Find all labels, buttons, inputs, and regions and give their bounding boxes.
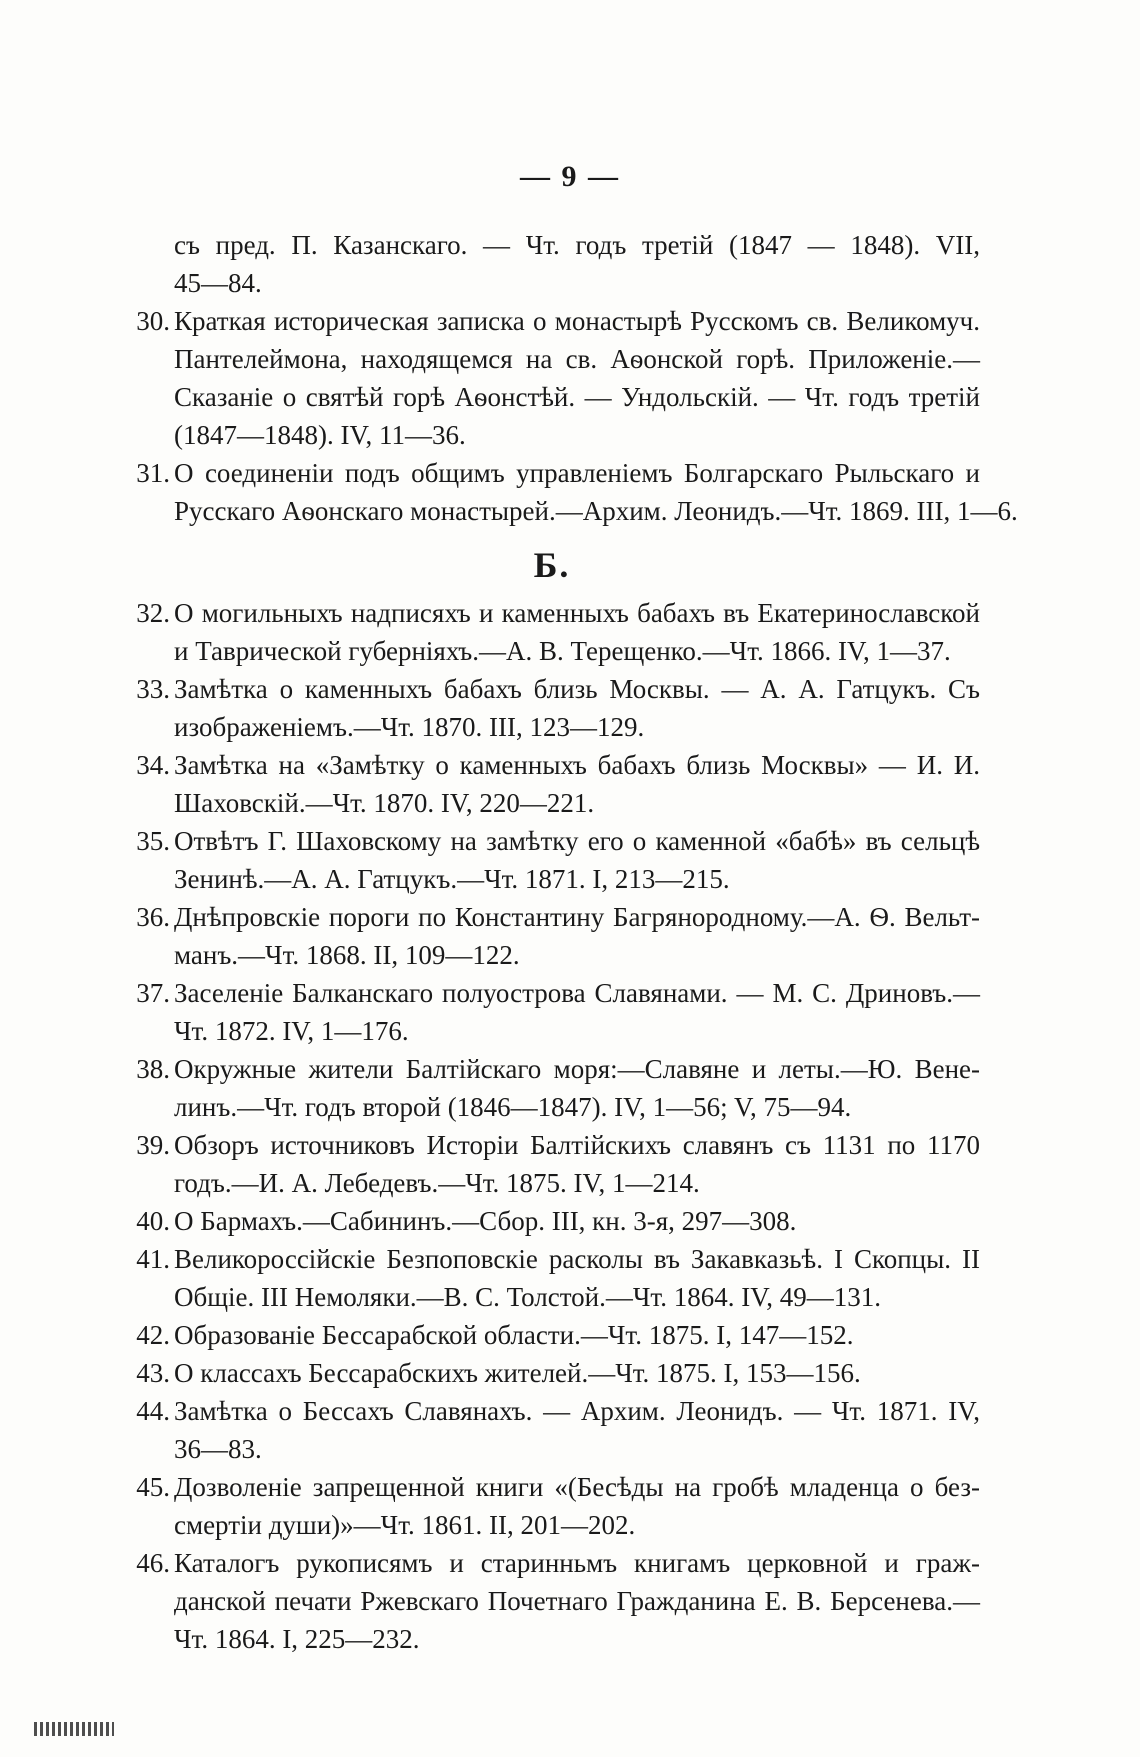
text-line: годъ.—И. А. Лебедевъ.—Чт. 1875. IV, 1—214. <box>174 1168 700 1198</box>
continued-entry <box>124 226 980 302</box>
text-line: съ пред. П. Казанскаго. — Чт. годъ третій (1847 — 1848). VII, <box>174 230 980 260</box>
entries-list-a <box>124 302 1018 530</box>
entry-number: 31. <box>136 458 170 488</box>
bibliography-entry <box>124 822 980 898</box>
text-line: Сказаніе о святѣй горѣ Аѳонстѣй. — Ундольскій. — Чт. годъ третій <box>174 382 980 412</box>
text-line: Великороссійскіе Безпоповскіе расколы въ Закавказьѣ. I Скопцы. II <box>174 1244 980 1274</box>
text-line: Русскаго Аѳонскаго монастырей.—Архим. Леонидъ.—Чт. 1869. III, 1—6. <box>174 496 1018 526</box>
text-line: Образованіе Бессарабской области.—Чт. 1875. I, 147—152. <box>174 1320 854 1350</box>
text-line: Пантелеймона, находящемся на св. Аѳонской горѣ. Приложеніе.— <box>174 344 980 374</box>
bibliography-entry <box>124 974 980 1050</box>
entry-number: 40. <box>136 1206 170 1236</box>
text-line: Замѣтка на «Замѣтку о каменныхъ бабахъ близь Москвы» — И. И. <box>174 750 980 780</box>
text-line: Каталогъ рукописямъ и старинньмъ книгамъ церковной и граж- <box>174 1548 980 1578</box>
entry-number: 45. <box>136 1472 170 1502</box>
entry-number: 41. <box>136 1244 170 1274</box>
bibliography-entry <box>124 454 1018 530</box>
text-line: линъ.—Чт. годъ второй (1846—1847). IV, 1—56; V, 75—94. <box>174 1092 852 1122</box>
bibliography-entry <box>124 1354 980 1392</box>
bibliography-entry <box>124 1392 980 1468</box>
text-line: изображеніемъ.—Чт. 1870. III, 123—129. <box>174 712 645 742</box>
entry-number: 38. <box>136 1054 170 1084</box>
text-line: О Бармахъ.—Сабининъ.—Сбор. III, кн. 3-я, 297—308. <box>174 1206 797 1236</box>
text-line: О могильныхъ надписяхъ и каменныхъ бабахъ въ Екатеринославской <box>174 598 980 628</box>
text-line: (1847—1848). IV, 11—36. <box>174 420 466 450</box>
page-number: — 9 — <box>520 160 620 193</box>
text-line: Зенинѣ.—А. А. Гатцукъ.—Чт. 1871. I, 213—215. <box>174 864 730 894</box>
section-heading: Б. <box>533 545 571 585</box>
entry-number: 43. <box>136 1358 170 1388</box>
text-line: и Таврической губерніяхъ.—А. В. Терещенко.—Чт. 1866. IV, 1—37. <box>174 636 951 666</box>
text-line: О соединеніи подъ общимъ управленіемъ Болгарскаго Рыльскаго и <box>174 458 980 488</box>
bibliography-entry <box>124 594 980 670</box>
entry-number: 46. <box>136 1548 170 1578</box>
text-line: 36—83. <box>174 1434 262 1464</box>
bibliography-entry <box>124 1468 980 1544</box>
bibliography-entry <box>124 1202 980 1240</box>
entries-list-b <box>124 594 980 1658</box>
text-line: Чт. 1872. IV, 1—176. <box>174 1016 409 1046</box>
text-line: Окружные жители Балтійскаго моря:—Славяне и леты.—Ю. Вене- <box>174 1054 980 1084</box>
bibliography-entry <box>124 746 980 822</box>
text-line: данской печати Ржевскаго Почетнаго Гражданина Е. В. Берсенева.— <box>174 1586 980 1616</box>
entry-number: 34. <box>136 750 170 780</box>
text-line: Чт. 1864. I, 225—232. <box>174 1624 420 1654</box>
bibliography-entry <box>124 1544 980 1658</box>
text-line: Краткая историческая записка о монастырѣ Русскомъ св. Великомуч. <box>174 306 980 336</box>
entry-number: 44. <box>136 1396 170 1426</box>
text-line: Обзоръ источниковъ Исторіи Балтійскихъ славянъ съ 1131 по 1170 <box>174 1130 980 1160</box>
text-line: О классахъ Бессарабскихъ жителей.—Чт. 1875. I, 153—156. <box>174 1358 861 1388</box>
bibliography-entry <box>124 898 980 974</box>
bibliography-entry <box>124 1240 980 1316</box>
entry-number: 33. <box>136 674 170 704</box>
text-line: Шаховскій.—Чт. 1870. IV, 220—221. <box>174 788 595 818</box>
bibliography-entry <box>124 1050 980 1126</box>
text-line: Замѣтка о каменныхъ бабахъ близь Москвы. — А. А. Гатцукъ. Съ <box>174 674 980 704</box>
text-line: Общіе. III Немоляки.—В. С. Толстой.—Чт. 1864. IV, 49—131. <box>174 1282 881 1312</box>
text-line: манъ.—Чт. 1868. II, 109—122. <box>174 940 520 970</box>
entry-number: 30. <box>136 306 170 336</box>
bibliography-entry <box>124 670 980 746</box>
entry-number: 37. <box>136 978 170 1008</box>
entry-number: 39. <box>136 1130 170 1160</box>
entry-number: 36. <box>136 902 170 932</box>
bibliography-entry <box>124 1316 980 1354</box>
bibliography-entry <box>124 1126 980 1202</box>
text-line: Отвѣтъ Г. Шаховскому на замѣтку его о каменной «бабѣ» въ сельцѣ <box>174 826 980 856</box>
bibliography-entry <box>124 302 980 454</box>
entry-number: 35. <box>136 826 170 856</box>
text-line: Заселеніе Балканскаго полуострова Славянами. — М. С. Дриновъ.— <box>174 978 980 1008</box>
scan-mark <box>34 1722 114 1736</box>
entry-number: 32. <box>136 598 170 628</box>
body-text <box>124 226 1018 1658</box>
text-line: 45—84. <box>174 268 262 298</box>
text-line: Днѣпровскіе пороги по Константину Багрянородному.—А. Ѳ. Вельт- <box>174 902 980 932</box>
text-line: Дозволеніе запрещенной книги «(Бесѣды на гробѣ младенца о без- <box>174 1472 980 1502</box>
entry-number: 42. <box>136 1320 170 1350</box>
text-line: смертіи души)»—Чт. 1861. II, 201—202. <box>174 1510 636 1540</box>
text-line: Замѣтка о Бессахъ Славянахъ. — Архим. Леонидъ. — Чт. 1871. IV, <box>174 1396 980 1426</box>
